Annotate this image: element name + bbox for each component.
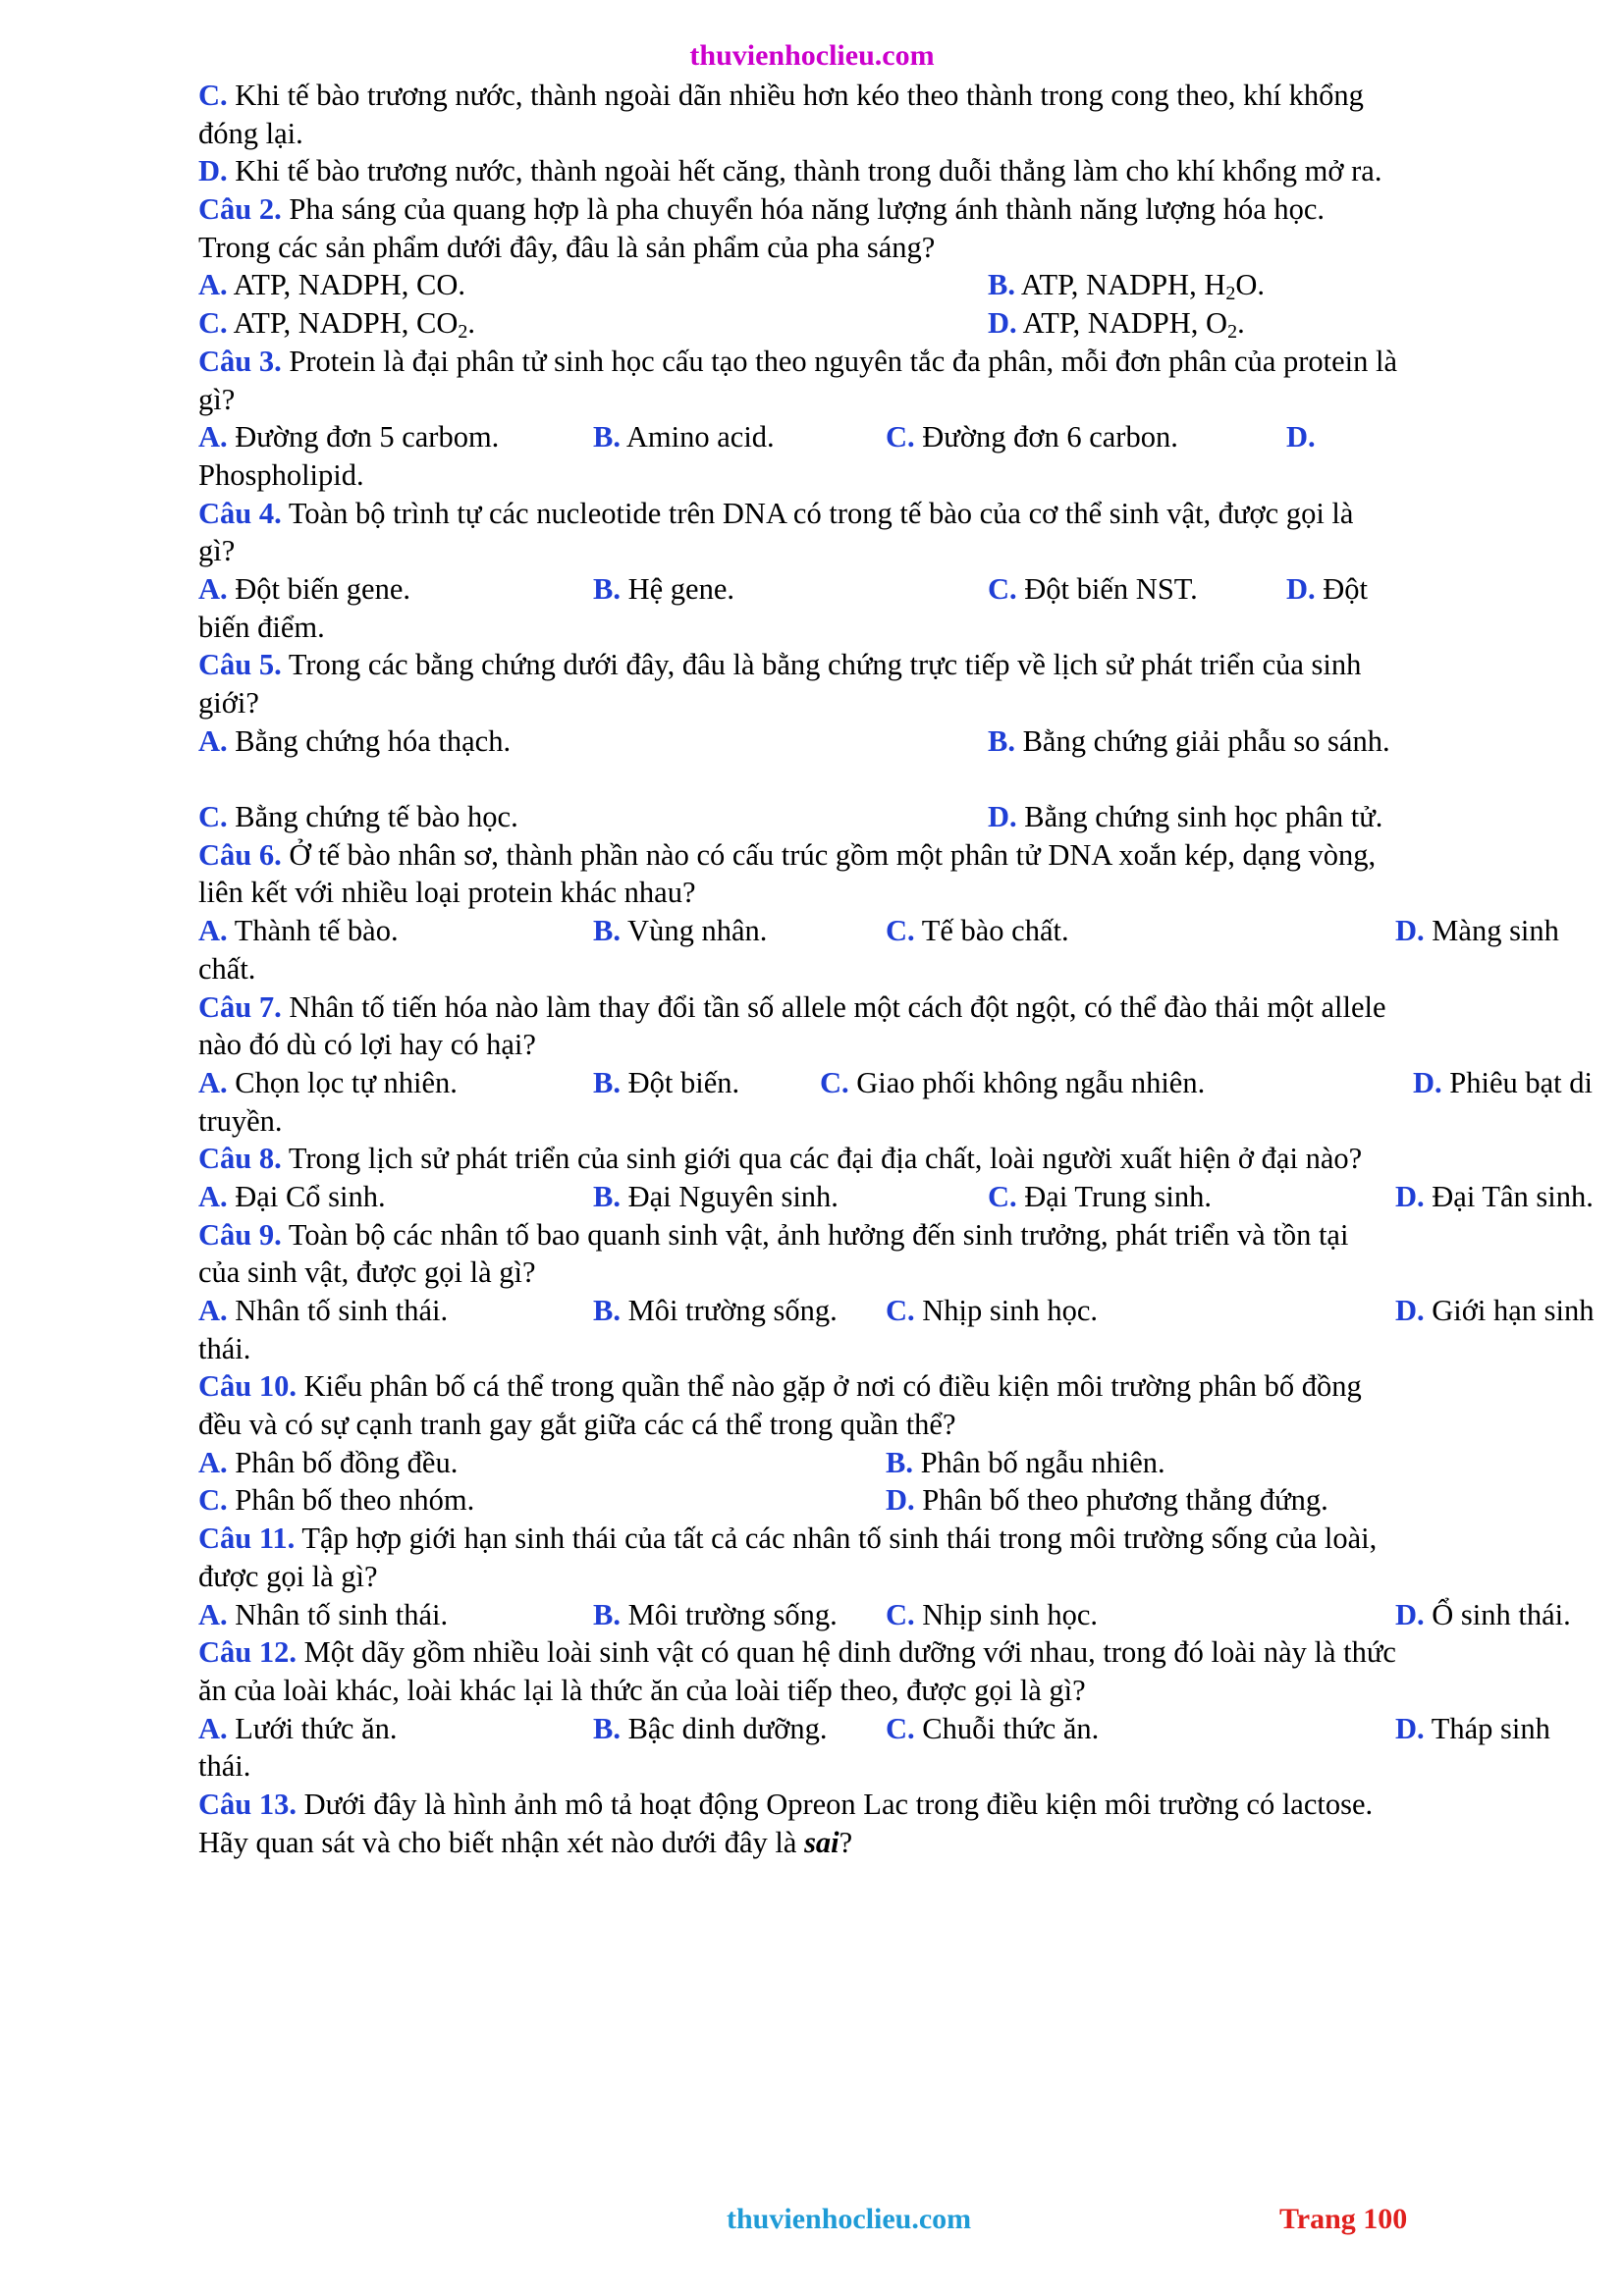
question-5 [198, 646, 1534, 684]
question-11-options [198, 1596, 1571, 1634]
question-7 [198, 988, 1534, 1027]
question-13 [198, 1786, 1534, 1824]
option-a [198, 722, 511, 761]
option-text: đóng lại. [198, 116, 303, 150]
question-text: Ở tế bào nhân sơ, thành phần nào có cấu trúc gồm một phân tử DNA xoắn kép, dạng vòng, [281, 837, 1377, 872]
option-text: Bằng chứng giải phẫu so sánh. [1014, 723, 1390, 758]
option-text: ATP, NADPH, CO [227, 306, 459, 341]
question-text: Nhân tố tiến hóa nào làm thay đổi tần số allele một cách đột ngột, có thể đào thải một allele [281, 989, 1386, 1024]
question-4-option-d-cont [198, 609, 1534, 647]
question-3-options [198, 418, 1534, 456]
option-label: C. [198, 79, 228, 112]
option-label: A. [198, 1597, 228, 1631]
question-text: Trong các sản phẩm dưới đây, đâu là sản phẩm của pha sáng? [198, 230, 936, 264]
option-label: C. [198, 800, 228, 834]
option-text: Khi tế bào trương nước, thành ngoài dãn nhiều hơn kéo theo thành trong cong theo, khí khổng [227, 79, 1364, 112]
option-text: Phân bố đồng đều. [227, 1445, 459, 1479]
question-9-options [198, 1292, 1595, 1330]
question-text: giới? [198, 686, 259, 720]
option-c [198, 304, 475, 343]
option-text: Đại Cổ sinh. [227, 1179, 386, 1213]
blank-line [198, 760, 1534, 798]
option-a [198, 1710, 398, 1748]
option-label: A. [198, 1179, 228, 1213]
question-6-option-d-cont [198, 950, 1534, 988]
option-text: Thành tế bào. [227, 914, 399, 948]
option-text: Giới hạn sinh [1424, 1294, 1595, 1327]
option-text: . [1237, 306, 1245, 341]
question-5-cont [198, 684, 1534, 722]
option-label: A. [198, 723, 228, 758]
option-text: ATP, NADPH, O [1016, 306, 1228, 341]
option-text: Đường đơn 6 carbon. [914, 420, 1178, 454]
option-d [886, 1481, 1328, 1520]
option-text: Nhịp sinh học. [914, 1294, 1099, 1327]
question-label: Câu 13. [198, 1787, 297, 1821]
option-text: . [467, 306, 476, 341]
option-text: thái. [198, 1749, 251, 1784]
option-text: chất. [198, 951, 256, 986]
option-a [198, 912, 399, 950]
option-text: Đột [1315, 571, 1369, 606]
option-text: Tế bào chất. [914, 914, 1069, 948]
option-label: B. [988, 723, 1015, 758]
option-label: D. [1395, 1711, 1425, 1745]
question-label: Câu 2. [198, 192, 282, 227]
question-5-options-ab [198, 722, 1534, 761]
question-text: liên kết với nhiều loại protein khác nhau? [198, 876, 696, 910]
question-4-options [198, 570, 1534, 609]
option-label: C. [886, 914, 915, 948]
option-d [1395, 1710, 1550, 1748]
option-label: B. [988, 268, 1015, 302]
option-text: Lưới thức ăn. [227, 1711, 398, 1745]
question-10 [198, 1367, 1534, 1406]
question-label: Câu 12. [198, 1635, 297, 1670]
question-12-cont [198, 1672, 1534, 1710]
question-9-cont [198, 1254, 1534, 1292]
option-label: A. [198, 1065, 228, 1099]
question-10-options-ab [198, 1444, 1534, 1482]
question-text: Trong lịch sử phát triển của sinh giới qua các đại địa chất, loài người xuất hiện ở đại nào? [281, 1142, 1363, 1176]
question-label: Câu 10. [198, 1369, 297, 1404]
question-5-options-cd [198, 798, 1534, 836]
option-text: thái. [198, 1331, 251, 1365]
question-text: đều và có sự cạnh tranh gay gắt giữa các cá thể trong quần thể? [198, 1408, 956, 1442]
option-label: A. [198, 1445, 228, 1479]
question-label: Câu 4. [198, 496, 282, 530]
option-text: Môi trường sống. [620, 1597, 838, 1631]
option-label: B. [886, 1445, 913, 1479]
option-label: D. [1395, 1597, 1425, 1631]
option-label: A. [198, 571, 228, 606]
option-b [593, 1178, 839, 1216]
option-d [988, 798, 1382, 836]
question-label: Câu 3. [198, 344, 282, 378]
question-2-options-ab [198, 266, 1534, 304]
option-text: Phân bố theo nhóm. [227, 1483, 475, 1518]
option-text: Bằng chứng hóa thạch. [227, 723, 512, 758]
question-2 [198, 190, 1534, 229]
question-text: Dưới đây là hình ảnh mô tả hoạt động Opreon Lac trong điều kiện môi trường có lactose. [297, 1787, 1374, 1821]
option-text: Đột biến NST. [1016, 571, 1198, 606]
option-text: Đại Tân sinh. [1424, 1179, 1594, 1213]
option-text: Amino acid. [620, 420, 775, 454]
option-text: Nhân tố sinh thái. [227, 1294, 449, 1327]
question-text: Toàn bộ các nhân tố bao quanh sinh vật, ảnh hưởng đến sinh trưởng, phát triển và tồn tại [281, 1217, 1349, 1252]
question-12-options [198, 1710, 1550, 1748]
option-text: Chuỗi thức ăn. [914, 1711, 1100, 1745]
option-text: Đường đơn 5 carbom. [227, 420, 500, 454]
option-label: D. [1286, 571, 1316, 606]
option-a [198, 266, 465, 304]
option-text: Ổ sinh thái. [1424, 1597, 1571, 1631]
option-label: D. [1395, 1179, 1425, 1213]
question-text: của sinh vật, được gọi là gì? [198, 1255, 536, 1290]
option-d [1395, 1596, 1571, 1634]
option-c [988, 570, 1198, 609]
question-12-option-d-cont [198, 1747, 1534, 1786]
question-text: Toàn bộ trình tự các nucleotide trên DNA có trong tế bào của cơ thể sinh vật, được gọi là [281, 496, 1354, 530]
option-a [198, 1444, 458, 1482]
question-4 [198, 495, 1534, 533]
option-d [1395, 1178, 1594, 1216]
option-label: C. [886, 420, 915, 454]
option-d [1413, 1064, 1593, 1102]
option-label: A. [198, 1711, 228, 1745]
question-12 [198, 1633, 1534, 1672]
option-label: C. [988, 1179, 1017, 1213]
option-text: Giao phối không ngẫu nhiên. [848, 1065, 1206, 1099]
question-text: Pha sáng của quang hợp là pha chuyển hóa năng lượng ánh thành năng lượng hóa học. [281, 192, 1326, 227]
option-c [820, 1064, 1205, 1102]
option-label: D. [1395, 1294, 1425, 1327]
option-text: Đột biến gene. [227, 571, 410, 606]
question-3 [198, 343, 1534, 381]
option-label: D. [988, 306, 1017, 341]
option-label: D. [198, 154, 228, 188]
option-b [886, 1444, 1165, 1482]
option-text: ATP, NADPH, H [1014, 268, 1226, 302]
option-text: Đại Trung sinh. [1016, 1179, 1212, 1213]
option-label: A. [198, 420, 228, 454]
option-label: D. [1286, 420, 1316, 454]
option-label: C. [886, 1711, 915, 1745]
subscript: 2 [1225, 283, 1236, 305]
option-b [988, 722, 1390, 761]
question-label: Câu 5. [198, 648, 282, 682]
option-text: Màng sinh [1424, 914, 1559, 948]
option-label: B. [593, 1294, 621, 1327]
question-text: Một dãy gồm nhiều loài sinh vật có quan hệ dinh dưỡng với nhau, trong đó loài này là thức [297, 1635, 1396, 1670]
question-13-cont [198, 1824, 1534, 1862]
option-a [198, 1064, 458, 1102]
question-text: Kiểu phân bố cá thể trong quần thể nào gặp ở nơi có điều kiện môi trường phân bố đồng [297, 1369, 1362, 1404]
option-text: Bằng chứng tế bào học. [227, 800, 518, 834]
option-text: Đột biến. [620, 1065, 740, 1099]
option-label: C. [198, 1483, 228, 1518]
question-7-cont [198, 1026, 1534, 1064]
option-c [886, 1292, 1098, 1330]
question-4-cont [198, 532, 1534, 570]
option-label: C. [886, 1597, 915, 1631]
option-text: Bậc dinh dưỡng. [620, 1711, 828, 1745]
option-label: B. [593, 914, 621, 948]
option-a [198, 1292, 448, 1330]
question-label: Câu 8. [198, 1142, 282, 1176]
option-text: Tháp sinh [1424, 1711, 1550, 1745]
option-text: Bằng chứng sinh học phân tử. [1016, 800, 1383, 834]
question-6-cont [198, 874, 1534, 912]
question-10-options-cd [198, 1481, 1534, 1520]
question-10-cont [198, 1406, 1534, 1444]
option-a [198, 1178, 386, 1216]
question-9 [198, 1216, 1534, 1255]
question-text: được gọi là gì? [198, 1559, 378, 1593]
option-b [593, 1596, 838, 1634]
option-label: C. [198, 306, 228, 341]
question-7-options [198, 1064, 1593, 1102]
question-11 [198, 1520, 1534, 1558]
option-text: Khi tế bào trương nước, thành ngoài hết căng, thành trong duỗi thẳng làm cho khí khổng mở ra. [227, 154, 1382, 188]
option-a [198, 570, 410, 609]
option-c [198, 798, 518, 836]
option-text: Phân bố ngẫu nhiên. [912, 1445, 1165, 1479]
question-7-option-d-cont [198, 1102, 1534, 1141]
option-label: D. [886, 1483, 915, 1518]
option-label: B. [593, 1597, 621, 1631]
question-8-options [198, 1178, 1594, 1216]
option-label: C. [820, 1065, 849, 1099]
option-text: Hệ gene. [620, 571, 734, 606]
page-content [198, 77, 1595, 1861]
footer-site-name: thuvienhoclieu.com [727, 2203, 972, 2235]
option-d [1395, 1292, 1595, 1330]
option-label: D. [1395, 914, 1425, 948]
option-d [988, 304, 1245, 343]
subscript: 2 [1227, 321, 1238, 344]
option-text: O. [1235, 268, 1266, 302]
question-label: Câu 6. [198, 837, 282, 872]
option-c [886, 1710, 1099, 1748]
question-text: Tập hợp giới hạn sinh thái của tất cả các nhân tố sinh thái trong môi trường sống của loài, [295, 1522, 1378, 1556]
question-8 [198, 1140, 1534, 1178]
option-label: D. [1413, 1065, 1442, 1099]
option-b [593, 418, 775, 456]
option-label: D. [988, 800, 1017, 834]
header-site-name: thuvienhoclieu.com [689, 39, 935, 72]
question-2-cont [198, 229, 1534, 267]
option-b [593, 570, 734, 609]
option-label: A. [198, 268, 228, 302]
question-text: ăn của loài khác, loài khác lại là thức ăn của loài tiếp theo, được gọi là gì? [198, 1673, 1086, 1707]
option-b [988, 266, 1265, 304]
option-text: Phospholipid. [198, 457, 364, 492]
footer-page-number: Trang 100 [1279, 2203, 1408, 2235]
option-b [593, 912, 767, 950]
subscript: 2 [458, 321, 468, 344]
option-label: B. [593, 1065, 621, 1099]
option-a [198, 1596, 448, 1634]
option-text: Phân bố theo phương thẳng đứng. [914, 1483, 1328, 1518]
option-label: B. [593, 1711, 621, 1745]
option-c [886, 418, 1178, 456]
question-label: Câu 9. [198, 1217, 282, 1252]
option-b [593, 1710, 828, 1748]
emphasis-word: sai [804, 1825, 839, 1859]
option-label: A. [198, 1294, 228, 1327]
option-text: Đại Nguyên sinh. [620, 1179, 839, 1213]
question-label: Câu 7. [198, 989, 282, 1024]
question-6-options [198, 912, 1559, 950]
option-text: Nhân tố sinh thái. [227, 1597, 449, 1631]
question-text: nào đó dù có lợi hay có hại? [198, 1028, 536, 1062]
option-text: ATP, NADPH, CO. [227, 268, 466, 302]
prev-option-c [198, 77, 1534, 115]
prev-option-c-cont [198, 115, 1534, 153]
option-text: Phiêu bạt di [1441, 1065, 1593, 1099]
option-label: C. [886, 1294, 915, 1327]
option-text: Vùng nhân. [620, 914, 768, 948]
option-label: C. [988, 571, 1017, 606]
option-text: Chọn lọc tự nhiên. [227, 1065, 458, 1099]
option-text: truyền. [198, 1103, 283, 1138]
option-b [593, 1064, 739, 1102]
option-text: biến điểm. [198, 610, 325, 644]
question-11-cont [198, 1558, 1534, 1596]
prev-option-d [198, 152, 1534, 190]
option-label: B. [593, 571, 621, 606]
option-d [1395, 912, 1559, 950]
question-2-options-cd [198, 304, 1534, 343]
option-label: B. [593, 420, 621, 454]
option-d [1286, 418, 1316, 456]
question-3-cont [198, 381, 1534, 419]
option-c [988, 1178, 1212, 1216]
option-c [886, 912, 1069, 950]
question-6 [198, 836, 1534, 875]
question-3-option-d-cont [198, 456, 1534, 495]
question-text: Trong các bằng chứng dưới đây, đâu là bằng chứng trực tiếp về lịch sử phát triển của sinh [281, 648, 1362, 682]
option-b [593, 1292, 838, 1330]
question-text: ? [839, 1825, 853, 1859]
option-d [1286, 570, 1368, 609]
question-label: Câu 11. [198, 1522, 296, 1556]
option-text: Nhịp sinh học. [914, 1597, 1099, 1631]
question-9-option-d-cont [198, 1330, 1534, 1368]
question-text: gì? [198, 534, 236, 568]
option-a [198, 418, 499, 456]
option-c [198, 1481, 474, 1520]
option-text: Môi trường sống. [620, 1294, 838, 1327]
option-label: A. [198, 914, 228, 948]
option-label: B. [593, 1179, 621, 1213]
question-text: gì? [198, 382, 236, 416]
option-c [886, 1596, 1098, 1634]
question-text: Hãy quan sát và cho biết nhận xét nào dưới đây là [198, 1825, 805, 1859]
question-text: Protein là đại phân tử sinh học cấu tạo theo nguyên tắc đa phân, mỗi đơn phân của protein là [281, 344, 1398, 378]
